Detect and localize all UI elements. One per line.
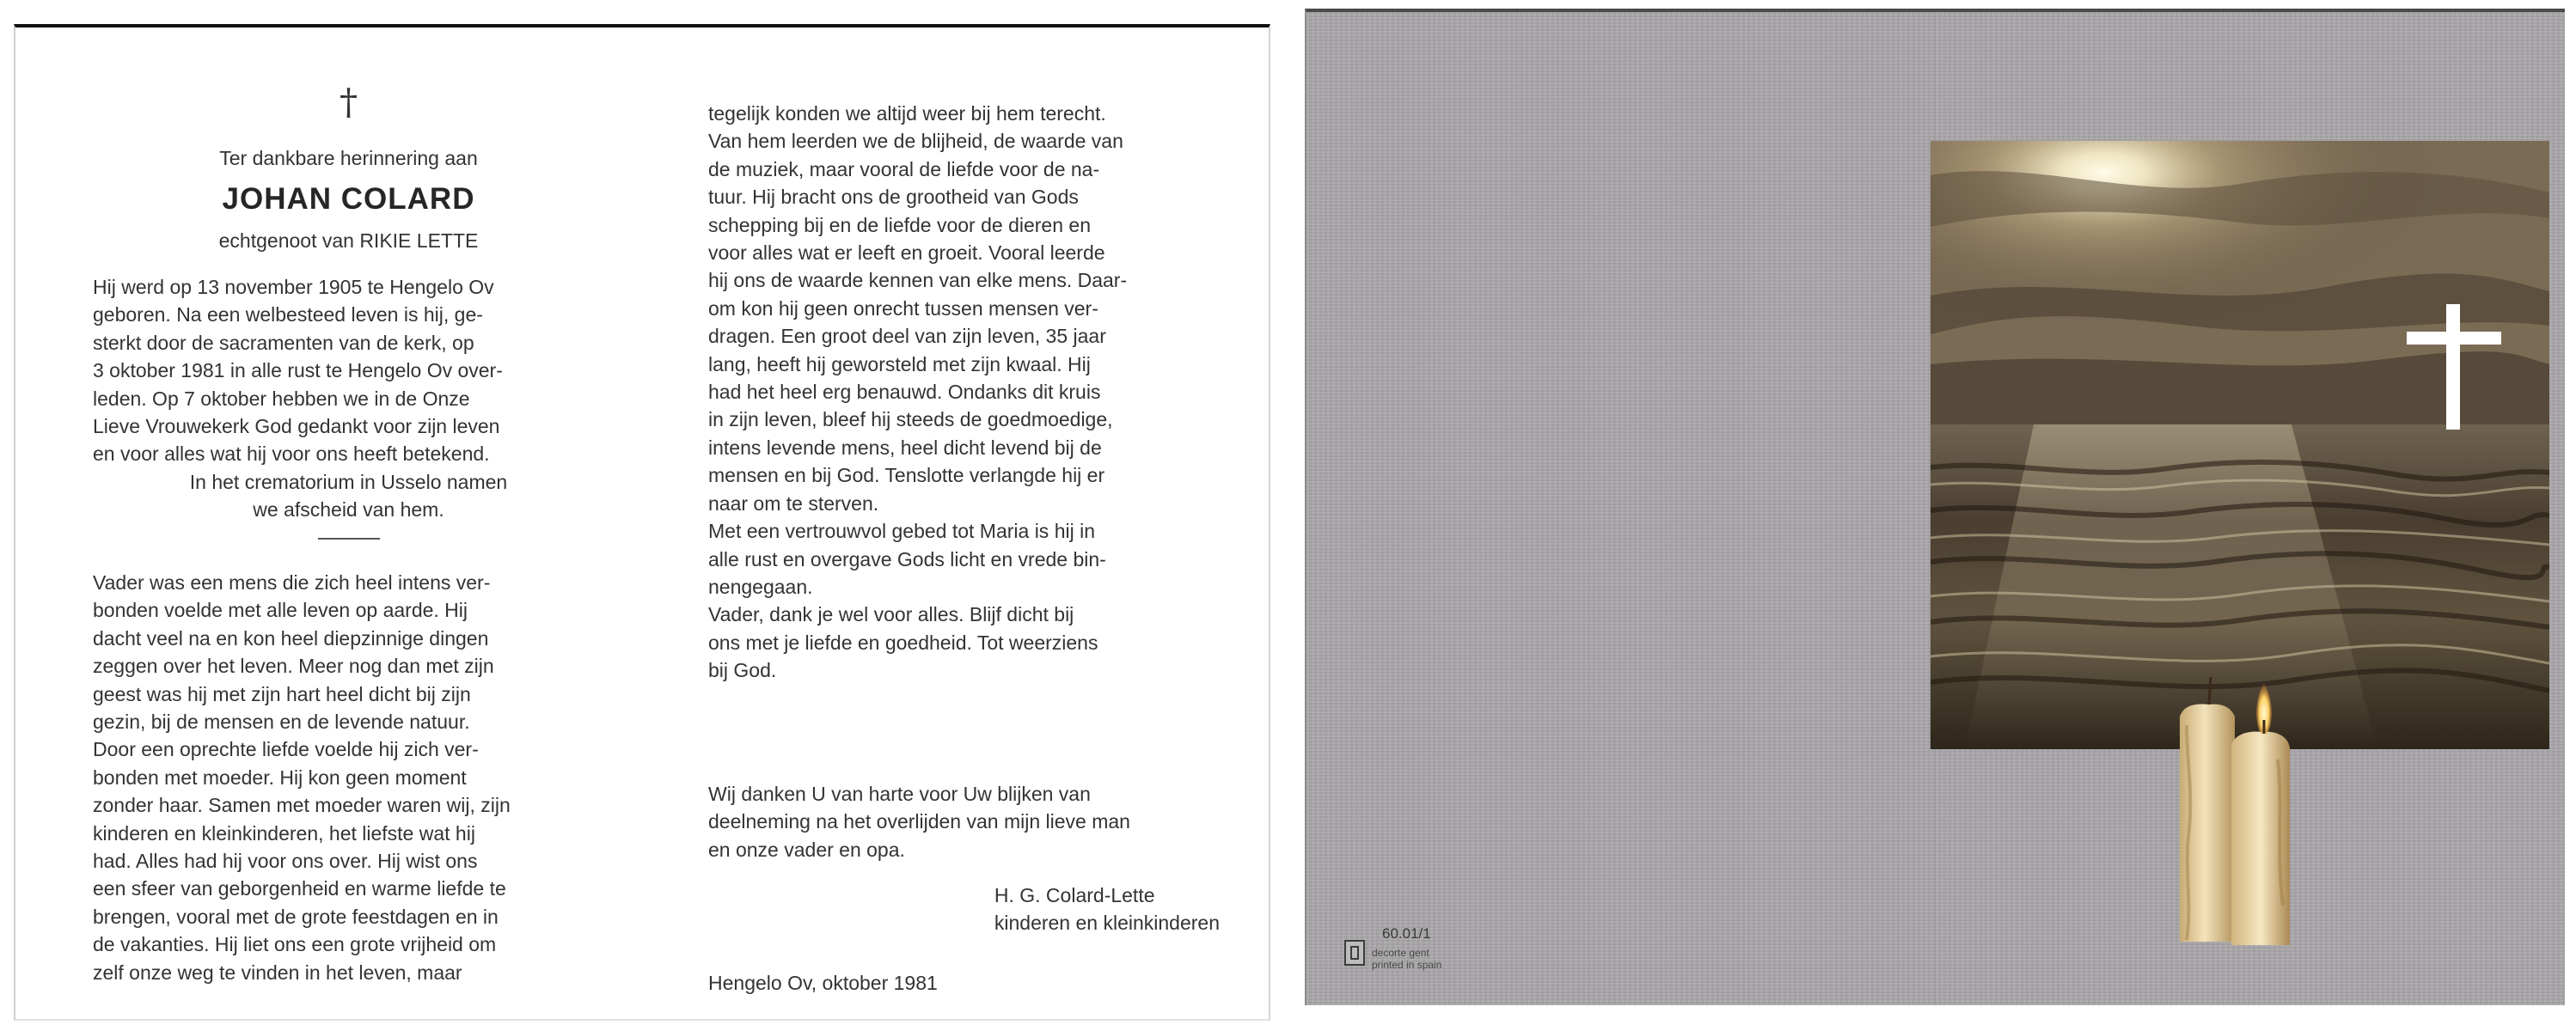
- signature-line: kinderen en kleinkinderen: [994, 912, 1220, 935]
- deceased-name: JOHAN COLARD: [222, 182, 475, 216]
- sea-sunset-illustration: [1930, 141, 2549, 749]
- tribute-line: Met een vertrouwvol gebed tot Maria is hij in: [708, 520, 1095, 543]
- thanks-line: Wij danken U van harte voor Uw blijken van: [708, 783, 1091, 805]
- signature-line: H. G. Colard-Lette: [994, 884, 1155, 906]
- bio-line-centered: In het crematorium in Usselo namen: [189, 470, 508, 493]
- tribute-line: mensen en bij God. Tenslotte verlangde hij er: [708, 464, 1105, 487]
- card-inner-side: [14, 24, 1270, 1021]
- tribute-line: had. Alles had hij voor ons over. Hij wist ons: [93, 850, 478, 873]
- bio-line: sterkt door de sacramenten van de kerk, op: [93, 331, 474, 354]
- tribute-line: tegelijk konden we altijd weer bij hem terecht.: [708, 102, 1106, 125]
- tribute-line: de vakanties. Hij liet ons een grote vrijheid om: [93, 933, 497, 956]
- candles-icon: [2175, 665, 2321, 949]
- tribute-line: bonden voelde met alle leven op aarde. Hij: [93, 599, 468, 622]
- tribute-line: Vader was een mens die zich heel intens ver-: [93, 571, 491, 594]
- tribute-line: lang, heeft hij geworsteld met zijn kwaal. Hij: [708, 352, 1091, 375]
- tribute-line: ons met je liefde en goedheid. Tot weerziens: [708, 631, 1098, 654]
- spouse-line: echtgenoot van RIKIE LETTE: [218, 229, 479, 252]
- tribute-line: intens levende mens, heel dicht levend bij de: [708, 436, 1102, 459]
- tribute-line: dragen. Een groot deel van zijn leven, 35 jaar: [708, 325, 1106, 348]
- tribute-line: voor alles wat er leeft en groeit. Vooral leerde: [708, 241, 1105, 265]
- tribute-line: bij God.: [708, 659, 777, 682]
- printed-in-note: printed in spain: [1372, 959, 1442, 971]
- cross-icon: [2407, 304, 2501, 430]
- sea-sunset-photo: [1930, 141, 2549, 749]
- thanks-line: deelneming na het overlijden van mijn lieve man: [708, 810, 1130, 833]
- tribute-line: bonden met moeder. Hij kon geen moment: [93, 766, 467, 789]
- right-text-column: [708, 100, 1220, 994]
- cross-symbol: †: [340, 81, 358, 123]
- tribute-line: zeggen over het leven. Meer nog dan met zijn: [93, 655, 494, 678]
- print-code: 60.01/1: [1382, 925, 1431, 942]
- place-and-date: Hengelo Ov, oktober 1981: [708, 972, 938, 994]
- bio-line: Lieve Vrouwekerk God gedankt voor zijn leven: [93, 415, 500, 438]
- thanks-line: en onze vader en opa.: [708, 838, 905, 861]
- section-divider: [318, 538, 380, 540]
- tribute-line: zelf onze weg te vinden in het leven, maar: [93, 961, 462, 984]
- tribute-paragraph: [93, 569, 604, 986]
- tribute-line: tuur. Hij bracht ons de grootheid van Gods: [708, 186, 1079, 209]
- tribute-line: Van hem leerden we de blijheid, de waarde van: [708, 130, 1123, 153]
- card-outer-side: [1305, 9, 2565, 1005]
- bio-line: 3 oktober 1981 in alle rust te Hengelo Ov over-: [93, 359, 503, 382]
- bio-line: en voor alles wat hij voor ons heeft betekend.: [93, 442, 490, 466]
- tribute-line: nengegaan.: [708, 575, 813, 598]
- printer-name: decorte gent: [1372, 947, 1429, 959]
- printer-logo-icon: [1344, 940, 1365, 966]
- tribute-line: Vader, dank je wel voor alles. Blijf dicht bij: [708, 603, 1074, 626]
- tribute-line: naar om te sterven.: [708, 491, 879, 515]
- bio-line-centered: we afscheid van hem.: [253, 498, 444, 522]
- bio-line: Hij werd op 13 november 1905 te Hengelo Ov: [93, 276, 494, 298]
- bio-line: geboren. Na een welbesteed leven is hij, ge-: [93, 303, 483, 326]
- tribute-line: alle rust en overgave Gods licht en vrede bin-: [708, 547, 1106, 570]
- tribute-line: de muziek, maar vooral de liefde voor de na-: [708, 157, 1100, 180]
- bio-line: leden. Op 7 oktober hebben we in de Onze: [93, 387, 470, 410]
- family-signature: [994, 882, 1220, 937]
- tribute-line: kinderen en kleinkinderen, het liefste wat hij: [93, 821, 475, 845]
- tribute-line: zonder haar. Samen met moeder waren wij, zijn: [93, 794, 511, 817]
- tribute-line: dacht veel na en kon heel diepzinnige dingen: [93, 626, 489, 650]
- tribute-line: had het heel erg benauwd. Ondanks dit kruis: [708, 381, 1101, 404]
- biography-paragraph: [93, 273, 604, 524]
- tribute-line: om kon hij geen onrecht tussen mensen ver-: [708, 296, 1098, 320]
- tribute-line: hij ons de waarde kennen van elke mens. Daar-: [708, 269, 1128, 292]
- candles-illustration: [2175, 665, 2321, 949]
- tribute-line: Door een oprechte liefde voelde hij zich ver-: [93, 738, 479, 761]
- tribute-line: brengen, vooral met de grote feestdagen en in: [93, 905, 499, 928]
- thank-you-note: [708, 780, 1220, 863]
- remembrance-intro: Ter dankbare herinnering aan: [219, 147, 478, 169]
- tribute-line: gezin, bij de mensen en de levende natuur.: [93, 711, 470, 734]
- tribute-continuation: [708, 100, 1220, 685]
- tribute-line: schepping bij en de liefde voor de dieren en: [708, 213, 1091, 236]
- tribute-line: geest was hij met zijn hart heel dicht bij zijn: [93, 682, 471, 705]
- tribute-line: in zijn leven, bleef hij steeds de goedmoedige,: [708, 408, 1113, 431]
- tribute-line: een sfeer van geborgenheid en warme liefde te: [93, 877, 506, 900]
